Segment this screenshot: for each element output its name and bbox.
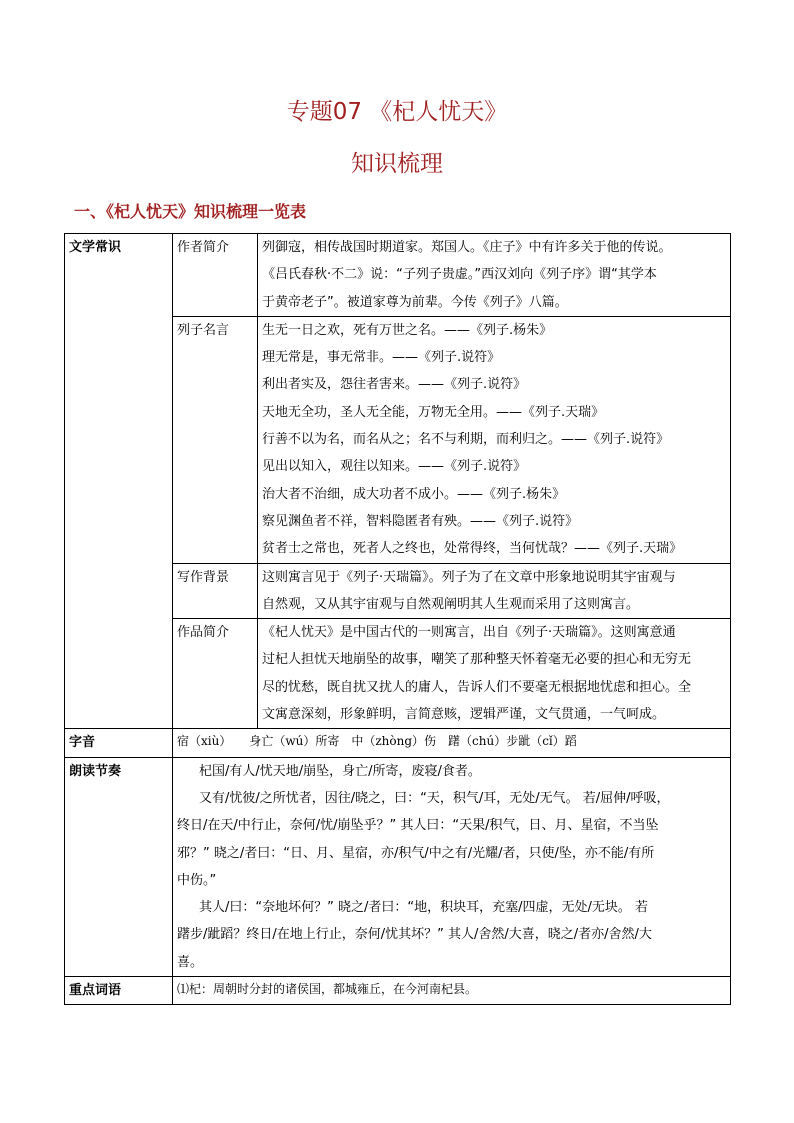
table-row — [65, 234, 731, 317]
keyword-note: ⑴杞：周朝时分封的诸侯国，都城雍丘，在今河南杞县。 — [177, 982, 478, 997]
text-line: 过杞人担忧天地崩坠的故事，嘲笑了那种整天怀着毫无必要的担心和无穷无 — [262, 652, 692, 668]
section-heading: 一、《杞人忧天》知识梳理一览表 — [74, 202, 307, 221]
subcategory-quotes: 列子名言 — [173, 316, 258, 563]
quote-line: 生无一日之欢，死有万世之名。——《列子.杨朱》 — [262, 322, 553, 338]
subcategory-background: 写作背景 — [173, 563, 258, 619]
background-cell — [258, 563, 731, 619]
quote-line: 见出以知入，观往以知来。——《列子.说符》 — [262, 459, 527, 475]
pronunciation-text: 宿（xiù） 身亡（wú）所寄 中（zhòng）伤 躇（chú）步跐（cǐ）蹈 — [177, 734, 577, 749]
rhythm-line: 终日/在天/中行止，奈何/忧/崩坠乎？” 其人曰：“天果/积气，日、月、星宿，不当坠 — [177, 818, 659, 834]
rhythm-line: 躇步/跐蹈？终日/在地上行止，奈何/忧其坏？” 其人/舍然/大喜，晓之/者亦/舍然/大 — [177, 927, 652, 943]
rhythm-line: 邪？” 晓之/者曰：“日、月、星宿，亦/积气/中之有/光耀/者，只使/坠，亦不能/有所 — [177, 845, 655, 861]
quote-line: 理无常是，事无常非。——《列子.说符》 — [262, 350, 501, 366]
quote-line: 察见渊鱼者不祥，智料隐匿者有殃。——《列子.说符》 — [262, 513, 579, 529]
text-line: 《吕氏春秋·不二》说：“子列子贵虚。”西汉刘向《列子序》谓“其学本 — [262, 267, 657, 283]
pronunciation-cell — [173, 729, 731, 757]
intro-cell — [258, 619, 731, 729]
text-line: 于黄帝老子”。被道家尊为前辈。今传《列子》八篇。 — [262, 294, 568, 310]
quote-line: 治大者不治细，成大功者不成小。——《列子.杨朱》 — [262, 486, 566, 502]
rhythm-line: 喜。 — [177, 954, 204, 970]
rhythm-line: 中伤。” — [177, 872, 217, 888]
knowledge-table — [64, 233, 731, 1005]
text-line: 自然观，又从其宇宙观与自然观阐明其人生观而采用了这则寓言。 — [262, 596, 640, 612]
text-line: 这则寓言见于《列子·天瑞篇》。列子为了在文章中形象地说明其宇宙观与 — [262, 569, 676, 585]
category-pronunciation: 字音 — [65, 729, 173, 757]
quote-line: 天地无全功，圣人无全能，万物无全用。——《列子.天瑞》 — [262, 404, 605, 420]
quote-line: 行善不以为名，而名从之；名不与利期，而利归之。——《列子.说符》 — [262, 432, 670, 448]
rhythm-line: 杞国/有人/忧天地/崩坠，身亡/所寄，废寝/食者。 — [199, 763, 481, 779]
rhythm-line: 又有/忧彼/之所忧者，因往/晓之，曰：“天，积气/耳，无处/无气。 若/屈伸/呼吸， — [199, 790, 670, 806]
quote-line: 利出者实及，怨往者害来。——《列子.说符》 — [262, 377, 527, 393]
category-literature: 文学常识 — [65, 234, 173, 729]
text-line: 列御寇，相传战国时期道家。郑国人。《庄子》中有许多关于他的传说。 — [262, 240, 672, 255]
quote-line: 贫者士之常也，死者人之终也，处常得终，当何忧哉？——《列子.天瑞》 — [262, 541, 683, 557]
subcategory-author: 作者简介 — [173, 234, 258, 317]
table-row — [65, 757, 731, 976]
text-line: 尽的忧愁，既自扰又扰人的庸人，告诉人们不要毫无根据地忧虑和担心。全 — [262, 679, 692, 695]
rhythm-cell — [173, 757, 731, 976]
page-title: 专题07 《杞人忧天》 — [286, 99, 508, 125]
rhythm-line: 其人/曰：“奈地坏何？” 晓之/者曰：“地，积块耳，充塞/四虚，无处/无块。 若 — [199, 900, 648, 916]
quotes-cell — [258, 316, 731, 563]
page-subtitle: 知识梳理 — [351, 151, 443, 177]
category-keywords: 重点词语 — [65, 977, 173, 1005]
table-row — [65, 729, 731, 757]
author-cell — [258, 234, 731, 317]
text-line: 文寓意深刻，形象鲜明，言简意赅，逻辑严谨，文气贯通，一气呵成。 — [262, 707, 666, 723]
table-row — [65, 977, 731, 1005]
category-rhythm: 朗读节奏 — [65, 757, 173, 976]
text-line: 《杞人忧天》是中国古代的一则寓言，出自《列子·天瑞篇》。这则寓意通 — [262, 625, 676, 641]
keywords-cell — [173, 977, 731, 1005]
subcategory-intro: 作品简介 — [173, 619, 258, 729]
